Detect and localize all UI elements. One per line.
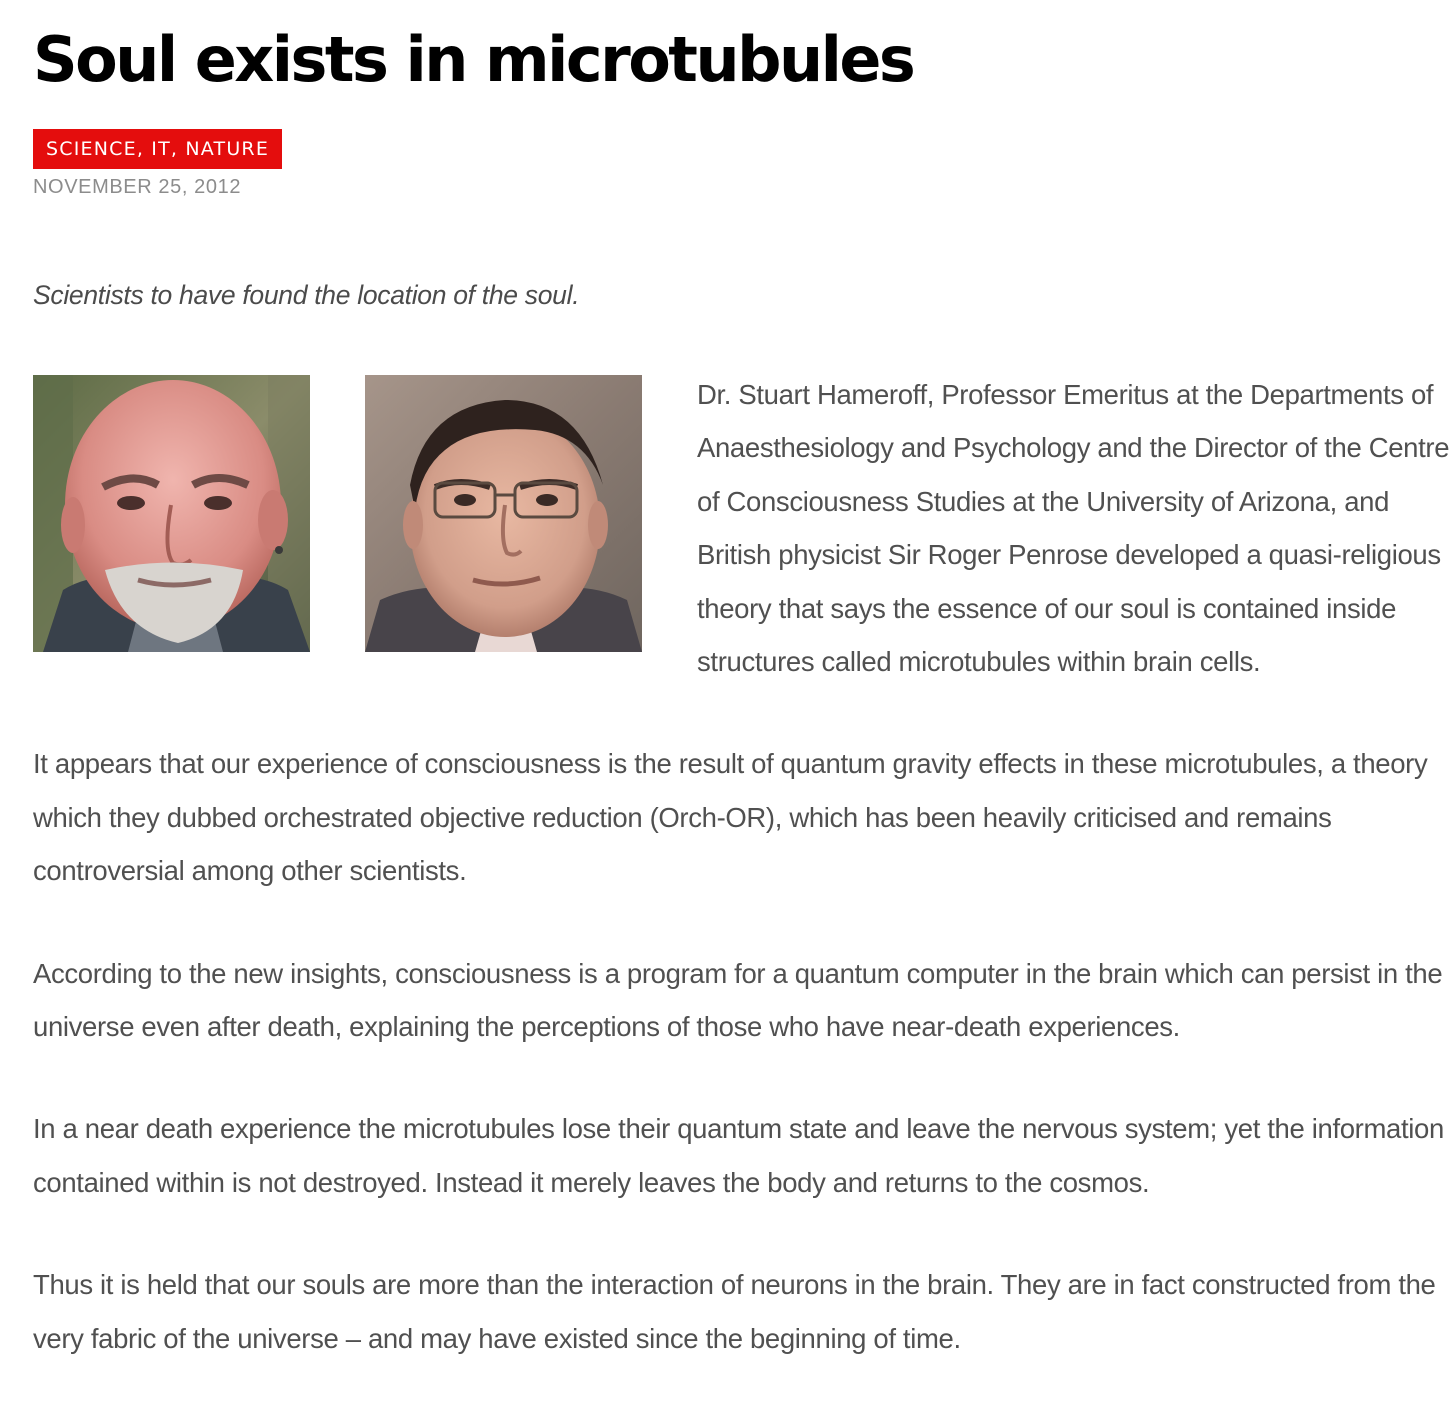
lead-text: Scientists to have found the location of the soul. <box>33 280 580 310</box>
post-date: NOVEMBER 25, 2012 <box>33 176 242 198</box>
portrait-photo-icon <box>33 375 310 652</box>
category-badge[interactable]: SCIENCE, IT, NATURE <box>33 129 282 169</box>
article-title: Soul exists in microtubules <box>33 23 914 96</box>
paragraph-1 <box>33 368 1451 688</box>
article-body <box>33 368 1451 1414</box>
penrose-portrait-image <box>365 375 642 652</box>
paragraph-1-text: Dr. Stuart Hameroff, Professor Emeritus at the Departments of Anaesthesiology and Psychology and the Director of the Centre of Consciousness Studies at the University of Arizona, and British physicist Sir Roger Penrose developed a quasi-religious theory that says the essence of our soul is contained inside structures called microtubules within brain cells. <box>697 379 1450 678</box>
paragraph-5: Thus it is held that our souls are more than the interaction of neurons in the brain. They are in fact constructed from the very fabric of the universe – and may have existed since the beginning of time. <box>33 1269 1436 1354</box>
portrait-photo-icon <box>365 375 642 652</box>
hameroff-portrait-image <box>33 375 310 652</box>
paragraph-4: In a near death experience the microtubules lose their quantum state and leave the nervous system; yet the information contained within is not destroyed. Instead it merely leaves the body and returns to the cosmos. <box>33 1113 1444 1198</box>
paragraph-3: According to the new insights, consciousness is a program for a quantum computer in the brain which can persist in the universe even after death, explaining the perceptions of those who have near-death experiences. <box>33 957 1443 1043</box>
paragraph-2: It appears that our experience of consciousness is the result of quantum gravity effects in these microtubules, a theory which they dubbed orchestrated objective reduction (Orch-OR), which has been heavily criticised and remains controversial among other scientists. <box>33 748 1428 887</box>
